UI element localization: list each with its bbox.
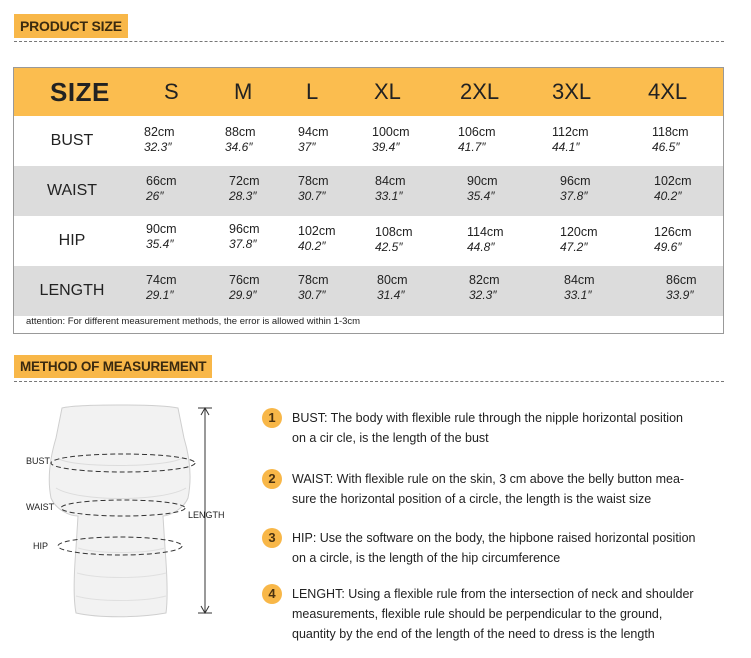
header-m: M xyxy=(234,79,253,104)
row-label: BUST xyxy=(50,132,94,149)
row-label: LENGTH xyxy=(39,282,105,299)
section-divider xyxy=(14,381,724,382)
table-cell: 82cm 32.3″ xyxy=(144,125,175,154)
table-cell: 84cm 33.1″ xyxy=(375,174,406,203)
table-cell: 108cm 42.5″ xyxy=(375,225,413,254)
table-cell: 126cm 49.6″ xyxy=(654,225,692,254)
method-text: LENGHT: Using a flexible rule from the intersection of neck and shoulder measurements, flexible rule should be perpendicular to the ground, quantity by the end of the length of the need to dress is the length xyxy=(292,587,694,641)
figure-label-bust: BUST xyxy=(26,456,51,466)
figure-label-waist: WAIST xyxy=(26,502,55,512)
table-cell: 90cm 35.4″ xyxy=(146,222,177,251)
method-title: METHOD OF MEASUREMENT xyxy=(14,355,212,378)
header-4xl: 4XL xyxy=(648,79,688,104)
table-cell: 94cm 37″ xyxy=(298,125,329,154)
table-cell: 114cm 44.8″ xyxy=(467,225,504,254)
header-l: L xyxy=(306,79,319,104)
table-cell: 102cm 40.2″ xyxy=(654,174,692,203)
table-cell: 84cm 33.1″ xyxy=(564,273,595,302)
method-text: WAIST: With flexible rule on the skin, 3 cm above the belly button mea- sure the horizontal position of a circle, the length is the waist size xyxy=(292,472,685,506)
dress-figure xyxy=(18,398,238,623)
table-cell: 120cm 47.2″ xyxy=(560,225,598,254)
method-text: HIP: Use the software on the body, the hipbone raised horizontal position on a circle, is the length of the hip circumference xyxy=(292,531,696,565)
table-row-hip xyxy=(14,216,723,266)
table-cell: 96cm 37.8″ xyxy=(229,222,260,251)
step-number: 2 xyxy=(262,469,282,489)
row-label: WAIST xyxy=(46,182,98,199)
figure-label-length: LENGTH xyxy=(188,510,225,520)
table-cell: 118cm 46.5″ xyxy=(652,125,689,154)
header-2xl: 2XL xyxy=(460,79,500,104)
header-3xl: 3XL xyxy=(552,79,592,104)
table-cell: 102cm 40.2″ xyxy=(298,224,336,253)
table-cell: 74cm 29.1″ xyxy=(146,273,177,302)
table-cell: 82cm 32.3″ xyxy=(469,273,500,302)
table-cell: 86cm 33.9″ xyxy=(666,273,697,302)
table-cell: 78cm 30.7″ xyxy=(298,174,329,203)
size-table xyxy=(13,67,724,334)
table-cell: 96cm 37.8″ xyxy=(560,174,591,203)
table-cell: 100cm 39.4″ xyxy=(372,125,410,154)
table-cell: 78cm 30.7″ xyxy=(298,273,329,302)
table-cell: 112cm 44.1″ xyxy=(552,125,589,154)
table-row-waist xyxy=(14,166,723,216)
step-number: 3 xyxy=(262,528,282,548)
product-size-title: PRODUCT SIZE xyxy=(14,14,128,38)
header-xl: XL xyxy=(374,79,401,104)
row-label: HIP xyxy=(58,232,86,249)
step-number: 4 xyxy=(262,584,282,604)
table-row-length xyxy=(14,266,723,316)
table-cell: 76cm 29.9″ xyxy=(229,273,260,302)
table-cell: 80cm 31.4″ xyxy=(377,273,408,302)
table-cell: 72cm 28.3″ xyxy=(229,174,260,203)
table-row-bust xyxy=(14,116,723,166)
size-table-header xyxy=(14,68,723,116)
table-cell: 66cm 26″ xyxy=(146,174,177,203)
figure-label-hip: HIP xyxy=(33,541,49,551)
table-cell: 88cm 34.6″ xyxy=(225,125,256,154)
method-text: BUST: The body with flexible rule through the nipple horizontal position on a cir cle, is the length of the bust xyxy=(292,411,683,445)
header-s: S xyxy=(164,79,179,104)
step-number: 1 xyxy=(262,408,282,428)
table-cell: 106cm 41.7″ xyxy=(458,125,496,154)
measurement-note: attention: For different measurement methods, the error is allowed within 1-3cm xyxy=(26,316,361,327)
section-divider xyxy=(14,41,724,42)
table-cell: 90cm 35.4″ xyxy=(467,174,498,203)
header-size: SIZE xyxy=(50,77,110,107)
